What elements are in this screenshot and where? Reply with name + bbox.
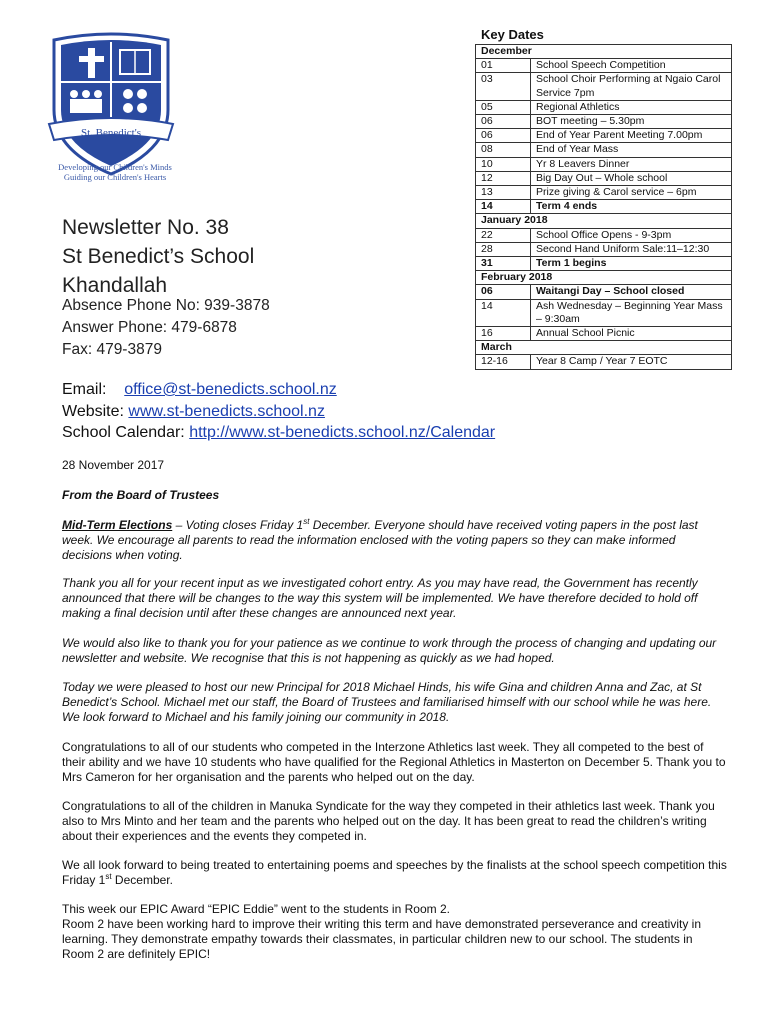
key-date-row: [476, 341, 732, 355]
email-line: [62, 381, 337, 399]
key-dates-title: Key Dates: [481, 27, 544, 42]
key-date-month: February 2018: [476, 271, 732, 285]
key-date-row: [476, 228, 732, 242]
key-date-row: [476, 257, 732, 271]
section-title: From the Board of Trustees: [62, 488, 220, 502]
key-date-row: [476, 59, 732, 73]
key-date-row: [476, 115, 732, 129]
website-line: [62, 403, 325, 421]
paragraph-website: We would also like to thank you for your patience as we continue to work through the process of changing and updating our newsletter and website. We recognise that this is not happening as quickly as we had hoped.: [62, 636, 717, 665]
key-date-row: [476, 327, 732, 341]
key-date-row: [476, 129, 732, 143]
key-date-day: 14: [476, 200, 531, 214]
key-date-row: [476, 100, 732, 114]
key-date-day: 01: [476, 59, 531, 73]
newsletter-number: Newsletter No. 38: [62, 216, 229, 239]
key-date-month: December: [476, 45, 732, 59]
key-date-day: 05: [476, 100, 531, 114]
key-date-row: [476, 143, 732, 157]
key-date-row: [476, 299, 732, 326]
speech-text-pre: We all look forward to being treated to entertaining poems and speeches by the finalists at the school speech competition this Friday 1: [62, 858, 727, 887]
key-date-row: [476, 200, 732, 214]
school-motto: [40, 162, 190, 182]
key-date-event: Term 1 begins: [531, 257, 732, 271]
key-date-event: Waitangi Day – School closed: [531, 285, 732, 299]
key-date-month: January 2018: [476, 214, 732, 228]
key-date-day: 06: [476, 129, 531, 143]
key-date-event: End of Year Parent Meeting 7.00pm: [531, 129, 732, 143]
email-label: Email:: [62, 381, 107, 398]
key-date-event: BOT meeting – 5.30pm: [531, 115, 732, 129]
key-date-month: March: [476, 341, 732, 355]
key-date-row: [476, 186, 732, 200]
paragraph-manuka: Congratulations to all of the children in Manuka Syndicate for the way they competed in their athletics last week. Thank you also to Mrs Minto and her team and the parents who helped out on the day. It has been great to read the children’s writing about their experiences and the events they competed in.: [62, 799, 715, 843]
paragraph-epic: [62, 902, 727, 962]
school-name: St Benedict’s School: [62, 245, 255, 268]
key-date-event: School Choir Performing at Ngaio Carol Service 7pm: [531, 73, 732, 100]
calendar-link[interactable]: http://www.st-benedicts.school.nz/Calendar: [189, 424, 496, 441]
key-date-day: 12-16: [476, 355, 531, 369]
key-date-row: [476, 171, 732, 185]
key-date-day: 16: [476, 327, 531, 341]
key-date-event: Second Hand Uniform Sale:11–12:30: [531, 242, 732, 256]
fax-number: Fax: 479-3879: [62, 341, 162, 358]
key-date-row: [476, 285, 732, 299]
school-location: Khandallah: [62, 274, 168, 297]
key-date-row: [476, 214, 732, 228]
key-date-row: [476, 242, 732, 256]
key-date-event: Annual School Picnic: [531, 327, 732, 341]
paragraph-principal: Today we were pleased to host our new Principal for 2018 Michael Hinds, his wife Gina and children Anna and Zac, at St Benedict’s School. Michael met our staff, the Board of Trustees and familiarised himself with our school while he was here. We look forward to Michael and his family joining our community in 2018.: [62, 680, 712, 724]
elections-sup: st: [303, 517, 310, 526]
key-date-day: 08: [476, 143, 531, 157]
speech-text-post: December.: [111, 873, 173, 887]
website-link[interactable]: www.st-benedicts.school.nz: [128, 403, 325, 420]
answer-phone: Answer Phone: 479-6878: [62, 319, 237, 336]
calendar-label: School Calendar:: [62, 424, 185, 441]
key-date-row: [476, 271, 732, 285]
paragraph-interzone: Congratulations to all of our students who competed in the Interzone Athletics last week. They all competed to the best of their ability and we have 10 students who have qualified for the Regional Athletics in Masterton on December 5. Thank you to Mrs Cameron for her organisation and the parents who helped out on the day.: [62, 740, 726, 784]
paragraph-elections: [62, 518, 727, 563]
key-date-row: [476, 45, 732, 59]
key-date-event: School Office Opens - 9-3pm: [531, 228, 732, 242]
key-date-day: 10: [476, 157, 531, 171]
key-date-day: 13: [476, 186, 531, 200]
key-date-row: [476, 157, 732, 171]
elections-text-post: December. Everyone should have received voting papers in the post last week. We encourage all parents to read the information enclosed with the voting papers so they can make informed decisions when voting.: [62, 518, 698, 562]
key-date-event: End of Year Mass: [531, 143, 732, 157]
calendar-line: [62, 424, 495, 442]
elections-text-pre: – Voting closes Friday 1: [172, 518, 304, 532]
paragraph-cohort: Thank you all for your recent input as we investigated cohort entry. As you may have read, the Government has recently announced that there will be changes to the way this system will be implemented. We have therefore decided to hold off making a final decision until after these changes are announced next year.: [62, 576, 698, 620]
speech-sup: st: [105, 872, 112, 881]
key-date-row: [476, 355, 732, 369]
svg-text:St. Benedict's: St. Benedict's: [80, 127, 142, 139]
key-date-event: Prize giving & Carol service – 6pm: [531, 186, 732, 200]
key-date-row: [476, 73, 732, 100]
key-date-event: Yr 8 Leavers Dinner: [531, 157, 732, 171]
email-link[interactable]: office@st-benedicts.school.nz: [124, 381, 337, 398]
epic-line-1: This week our EPIC Award “EPIC Eddie” went to the students in Room 2.: [62, 902, 450, 916]
key-date-day: 06: [476, 285, 531, 299]
key-date-day: 12: [476, 171, 531, 185]
key-date-day: 28: [476, 242, 531, 256]
key-date-day: 31: [476, 257, 531, 271]
key-date-event: Ash Wednesday – Beginning Year Mass – 9:30am: [531, 299, 732, 326]
key-date-event: Big Day Out – Whole school: [531, 171, 732, 185]
paragraph-speech: [62, 858, 727, 888]
key-date-day: 03: [476, 73, 531, 100]
website-label: Website:: [62, 403, 124, 420]
key-date-event: School Speech Competition: [531, 59, 732, 73]
motto-line-1: Developing our Children's Minds: [58, 162, 172, 172]
elections-heading: Mid-Term Elections: [62, 518, 173, 532]
key-date-day: 14: [476, 299, 531, 326]
key-date-day: 22: [476, 228, 531, 242]
key-date-event: Term 4 ends: [531, 200, 732, 214]
key-date-event: Year 8 Camp / Year 7 EOTC: [531, 355, 732, 369]
newsletter-date: 28 November 2017: [62, 458, 165, 472]
absence-phone: Absence Phone No: 939-3878: [62, 297, 270, 314]
key-date-day: 06: [476, 115, 531, 129]
key-dates-table: [475, 44, 732, 370]
motto-line-2: Guiding our Children's Hearts: [63, 172, 167, 182]
epic-line-2: Room 2 have been working hard to improve their writing this term and have demonstrated perseverance and creativity in learning. They demonstrate empathy towards their classmates, in particular children new to our school. The students in Room 2 are definitely EPIC!: [62, 917, 701, 961]
key-date-event: Regional Athletics: [531, 100, 732, 114]
